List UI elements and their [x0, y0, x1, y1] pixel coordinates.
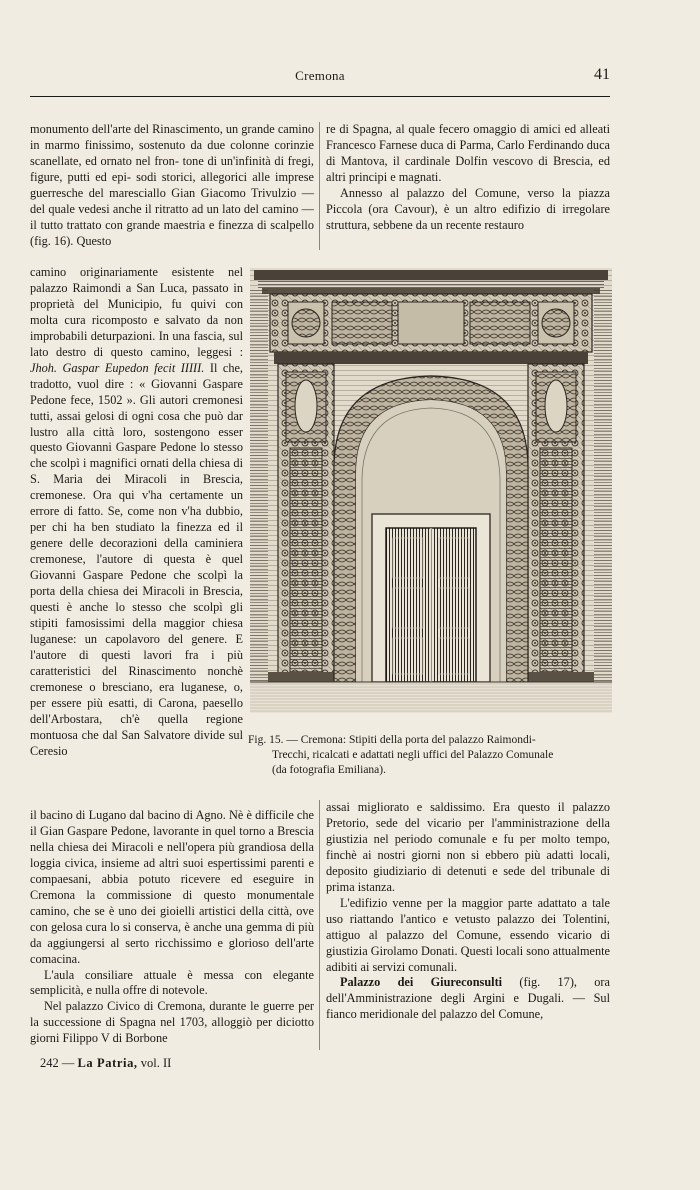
paragraph-re-spagna: re di Spagna, al quale fecero omaggio di amici ed alleati Francesco Farnese duca di Parma, Carlo Ferdinando duca di Mantova, il cardinale Dolfin vescovo di Brescia, ed altri principi e magnati.: [326, 122, 610, 184]
paragraph-camino: [30, 265, 243, 760]
left-column-narrow: [30, 265, 243, 760]
signature-dash: —: [61, 1056, 75, 1070]
figure-caption: [248, 733, 614, 778]
text-line: del maresciallo Gian Giacomo Trivulzio — del: [30, 185, 315, 216]
text-line: finezza di scalpello (fig. 16). Questo: [30, 217, 314, 248]
paragraph-aula: L'aula consiliare attuale è messa con elegante semplicità, e nulla offre di notevole.: [30, 967, 314, 998]
page-number: 41: [594, 66, 610, 83]
column-divider: [319, 800, 320, 1050]
figure-doorway-engraving: [250, 268, 612, 713]
text-line: sodi storici, allegorici alle imprese guerresche: [30, 169, 314, 200]
paragraph-edifizio: L'edifizio venne per la maggior parte adattato a tale uso riattando l'antico e vetusto palazzo dei Tolentini, attiguo al palazzo del Comune, essendo vicario di giustizia Girolamo Donati. Questi locali sono attualmente adibiti ai servizi comunali.: [326, 895, 610, 974]
left-column-top: [30, 122, 314, 250]
caption-line: Trecchi, ricalcati e adattati negli uffici del Palazzo Comunale: [272, 749, 554, 761]
left-top-text: [30, 122, 314, 250]
text-line: monumento dell'arte del Rinascimento, un grande: [30, 122, 275, 136]
text-line: colonne corinzie scanellate, ed ornato nel fron-: [30, 137, 314, 168]
text-span: Il che, tradotto, vuol dire : « Giovanni Gaspare Pedone fece, 1502 ». Gli autori cremonesi tutti, assai gelosi di ogni cosa che può dar lustro alla città loro, sostengono esser questo Giovanni Gaspare Pedone lo stesso che scolpì i magnifici ornati della chiesa di S. Maria dei Miracoli in Brescia, cremonese. Ora qui v'ha certamente un errore di fatto. Se, come non v'ha dubbio, per chi ha ben studiato la finezza ed il genere delle decorazioni della caminiera cremonese, l'autore di questa è quel Giovanni Gaspare Pedone che scolpì la porta della chiesa dei Miracoli in Brescia, questi è anche lo stesso che scolpì gli stipiti famosissimi della maggior chiesa luganese: un capolavoro del genere. E l'autore di questi lavori fra i più caratteristici del Rinascimento nonchè cremonese o bresciano, era luganese, o, per essere più esatti, di Carona, paesello dell'Arbostara, ch'è quella regione montuosa che dal San Salvatore divide sul Ceresio: [30, 360, 243, 758]
volume-label: vol. II: [140, 1056, 172, 1070]
caption-line: Fig. 15. — Cremona: Stipiti della porta del palazzo Raimondi-: [248, 734, 536, 746]
left-column-bottom: [30, 808, 314, 1047]
paragraph-lugano: il bacino di Lugano dal bacino di Agno. Nè è difficile che il Gian Gaspare Pedone, lavorante in quel torno a Brescia nella chiesa dei Miracoli e nell'opera più grandiosa della loggia civica, insieme ad altri suoi espertissimi parenti e compaesani, abbia potuto ricevere ed eseguire in Cremona la commissione di questo monumentale camino, che se è uno dei gioielli artistici della città, ove con gelosa cura lo si conserva, è anche una gemma di più da aggiungersi al serto ricchissimo e glorioso dell'arte comacina.: [30, 808, 314, 966]
paragraph-palazzo-pretorio: assai migliorato e saldissimo. Era questo il palazzo Pretorio, sede del vicario per l'amministrazione della giustizia nel periodo comunale e fu per molto tempo, finchè ai nostri giorni non si ebbero più adatti locali, deposito giudiziario di detenuti e sede del tribunale di prima istanza.: [326, 800, 610, 894]
section-heading-giureconsulti: Palazzo dei Giureconsulti: [340, 975, 503, 990]
doorway-illustration: [250, 268, 612, 713]
header-rule: [30, 96, 610, 97]
text-span: camino originariamente esistente nel palazzo Raimondi a San Luca, passato in proprietà del Municipio, fu quivi con molta cura ricomposto e salvato da non improbabili deturpazioni. In una fascia, sul lato destro di questo camino, leggesi :: [30, 265, 243, 359]
publication-title: La Patria,: [77, 1056, 138, 1070]
caption-line: (da fotografia Emiliana).: [272, 764, 386, 776]
paragraph-palazzo-civico: Nel palazzo Civico di Cremona, durante le guerre per la successione di Spagna nel 1703, alloggiò per diciotto giorni Filippo V di Borbone: [30, 999, 314, 1046]
text-span: (fig. 17), ora dell'Amministrazione degli Argini e Dugali. — Sul fianco meridionale del palazzo del Comune,: [326, 975, 610, 1022]
footer-signature: [40, 1056, 340, 1071]
right-column-top: [326, 122, 610, 234]
signature-number: 242: [40, 1056, 59, 1070]
running-title: Cremona: [295, 68, 345, 83]
text-line: tone di un'infinità di fregi, figure, putti ed epi-: [30, 153, 314, 184]
text-line: quale vedesi anche il ritratto ad un lato del: [48, 201, 259, 216]
paragraph-annesso: Annesso al palazzo del Comune, verso la piazza Piccola (ora Cavour), è un altro edifizio di irregolare struttura, sebbene da un recente restauro: [326, 185, 610, 232]
column-divider: [319, 122, 320, 250]
paragraph-giureconsulti: [326, 975, 610, 1023]
right-column-bottom: [326, 800, 610, 1023]
text-line: camino — il tutto trattato con grande maestria e: [30, 201, 314, 232]
running-header: [30, 66, 610, 88]
inscription-text: Jhoh. Gaspar Eupedon fecit IIIII.: [30, 360, 205, 375]
text-line: camino in marmo finissimo, sostenuto da due: [30, 122, 315, 152]
